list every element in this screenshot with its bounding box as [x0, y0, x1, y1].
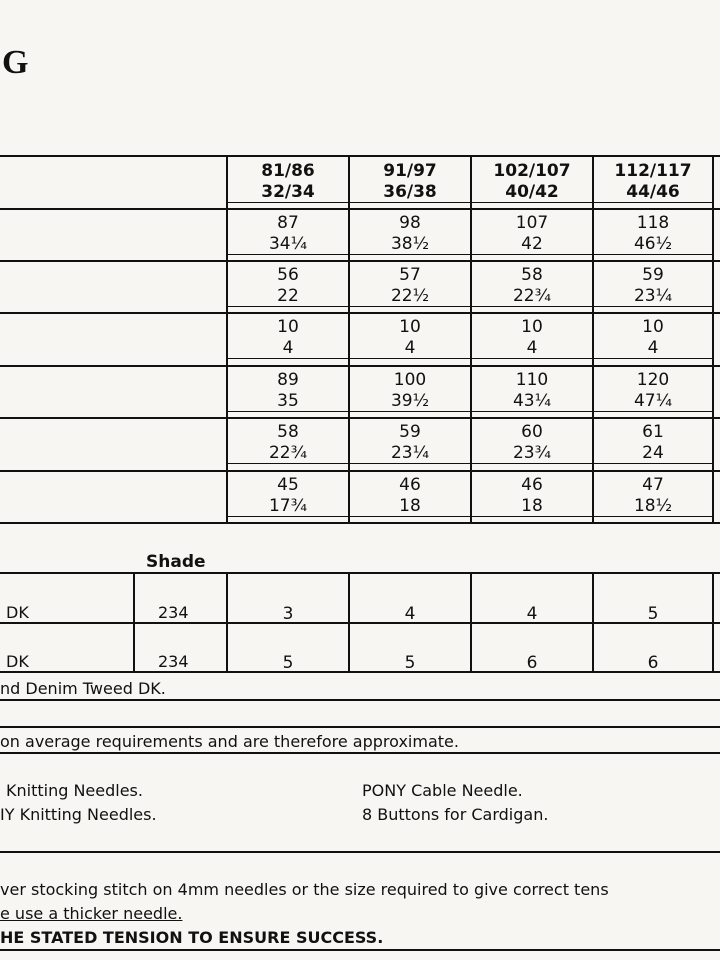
measurement-cell	[472, 212, 592, 255]
measurement-cell	[228, 474, 348, 517]
measurement-cell	[472, 316, 592, 359]
note-rule	[0, 699, 720, 701]
measurement-cm: 59	[399, 422, 421, 442]
measurement-in: 34¼	[228, 234, 348, 255]
measurement-cell	[228, 264, 348, 307]
needles-right-2: 8 Buttons for Cardigan.	[362, 805, 549, 824]
measurement-cm: 100	[393, 370, 427, 390]
measurement-in: 46½	[594, 234, 712, 255]
table-column-divider	[712, 155, 714, 523]
measurement-cell	[350, 316, 470, 359]
measurement-cm: 87	[277, 213, 299, 233]
measurement-cell	[350, 474, 470, 517]
yarn-quantity: 3	[282, 604, 294, 624]
measurement-cell	[472, 421, 592, 464]
yarn-shade: 234	[158, 603, 189, 622]
needles-left-1: Knitting Needles.	[6, 781, 143, 800]
note-rule	[0, 949, 720, 951]
measurement-in: 23¾	[472, 443, 592, 464]
yarn-quantity: 4	[526, 604, 538, 624]
yarn-quantity: 5	[282, 653, 294, 673]
measurement-cell	[594, 474, 712, 517]
measurement-cm: 46	[399, 475, 421, 495]
yarn-quantity: 5	[647, 604, 659, 624]
yarn-column-divider	[133, 572, 135, 672]
measurement-cm: 120	[636, 370, 670, 390]
measurement-cell	[350, 264, 470, 307]
size-cm: 112/117	[614, 161, 692, 181]
tension-note-2: e use a thicker needle.	[0, 904, 183, 923]
note-rule	[0, 752, 720, 754]
measurement-cell	[228, 316, 348, 359]
note-rule	[0, 726, 720, 728]
measurement-in: 18½	[594, 496, 712, 517]
measurement-cm: 110	[515, 370, 549, 390]
measurement-cm: 61	[642, 422, 664, 442]
size-cm: 102/107	[493, 161, 571, 181]
measurement-cell	[594, 264, 712, 307]
measurement-cm: 98	[399, 213, 421, 233]
measurement-cm: 47	[642, 475, 664, 495]
measurement-in: 22¾	[472, 286, 592, 307]
size-in: 40/42	[472, 182, 592, 203]
size-header	[228, 160, 348, 203]
measurement-cell	[228, 369, 348, 412]
measurement-cell	[472, 264, 592, 307]
measurement-in: 23¼	[594, 286, 712, 307]
measurement-in: 4	[594, 338, 712, 359]
yarn-name: DK	[6, 603, 29, 622]
size-in: 36/38	[350, 182, 470, 203]
measurement-cm: 118	[636, 213, 670, 233]
tension-note-3: HE STATED TENSION TO ENSURE SUCCESS.	[0, 928, 384, 947]
size-in: 32/34	[228, 182, 348, 203]
measurement-in: 39½	[350, 391, 470, 412]
table-row-divider	[0, 365, 720, 367]
measurement-cell	[228, 421, 348, 464]
yarn-quantity: 5	[404, 653, 416, 673]
measurement-cell	[472, 474, 592, 517]
yarn-quantity: 4	[404, 604, 416, 624]
measurement-cm: 57	[399, 265, 421, 285]
measurement-cell	[228, 212, 348, 255]
measurement-cell	[594, 316, 712, 359]
yarn-name: DK	[6, 652, 29, 671]
measurement-cm: 56	[277, 265, 299, 285]
measurement-cell	[594, 421, 712, 464]
measurement-cm: 10	[399, 317, 421, 337]
yarn-table-top	[0, 572, 720, 574]
measurement-cm: 58	[521, 265, 543, 285]
table-bottom-border	[0, 522, 720, 524]
measurement-in: 4	[350, 338, 470, 359]
needles-left-2: IY Knitting Needles.	[0, 805, 157, 824]
measurement-cm: 10	[642, 317, 664, 337]
measurement-in: 4	[472, 338, 592, 359]
measurement-in: 22½	[350, 286, 470, 307]
size-header	[350, 160, 470, 203]
yarn-column-divider	[712, 572, 714, 672]
shade-label: Shade	[146, 552, 206, 572]
size-cm: 91/97	[383, 161, 437, 181]
measurement-in: 18	[350, 496, 470, 517]
measurement-cell	[350, 369, 470, 412]
table-row-divider	[0, 312, 720, 314]
measurement-in: 23¼	[350, 443, 470, 464]
approx-note: on average requirements and are therefore approximate.	[0, 732, 459, 751]
measurement-cm: 10	[277, 317, 299, 337]
measurement-in: 17¾	[228, 496, 348, 517]
table-header-divider	[0, 208, 720, 210]
table-row-divider	[0, 260, 720, 262]
measurement-cm: 89	[277, 370, 299, 390]
table-top-border	[0, 155, 720, 157]
measurement-cm: 107	[515, 213, 549, 233]
measurement-cell	[350, 212, 470, 255]
measurement-in: 22¾	[228, 443, 348, 464]
size-header	[472, 160, 592, 203]
measurement-cell	[472, 369, 592, 412]
measurement-cm: 58	[277, 422, 299, 442]
measurement-in: 42	[472, 234, 592, 255]
measurement-cell	[594, 369, 712, 412]
size-header	[594, 160, 712, 203]
yarn-quantity: 6	[526, 653, 538, 673]
measurement-cm: 60	[521, 422, 543, 442]
measurement-in: 35	[228, 391, 348, 412]
measurement-cm: 10	[521, 317, 543, 337]
size-cm: 81/86	[261, 161, 315, 181]
note-rule	[0, 851, 720, 853]
size-in: 44/46	[594, 182, 712, 203]
denim-note: nd Denim Tweed DK.	[0, 679, 166, 698]
measurement-in: 18	[472, 496, 592, 517]
page-title-fragment: G	[2, 44, 29, 81]
measurement-cm: 45	[277, 475, 299, 495]
tension-note-1: ver stocking stitch on 4mm needles or the size required to give correct tens	[0, 880, 609, 899]
measurement-cm: 46	[521, 475, 543, 495]
yarn-shade: 234	[158, 652, 189, 671]
measurement-cell	[350, 421, 470, 464]
measurement-in: 24	[594, 443, 712, 464]
table-row-divider	[0, 470, 720, 472]
table-row-divider	[0, 417, 720, 419]
measurement-in: 43¼	[472, 391, 592, 412]
measurement-cell	[594, 212, 712, 255]
needles-right-1: PONY Cable Needle.	[362, 781, 523, 800]
yarn-quantity: 6	[647, 653, 659, 673]
measurement-in: 47¼	[594, 391, 712, 412]
measurement-in: 4	[228, 338, 348, 359]
measurement-in: 22	[228, 286, 348, 307]
measurement-cm: 59	[642, 265, 664, 285]
measurement-in: 38½	[350, 234, 470, 255]
